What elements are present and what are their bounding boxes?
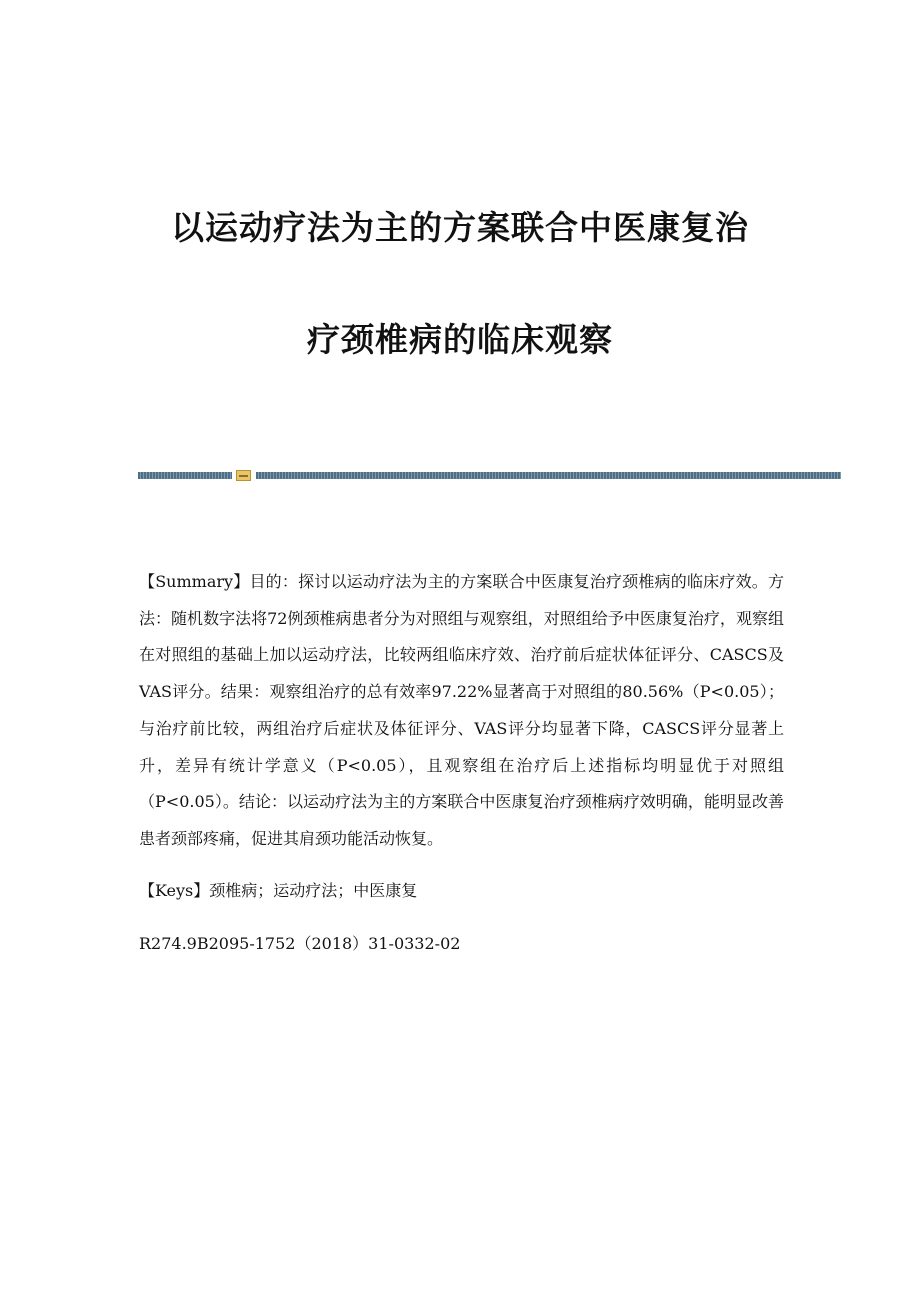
divider-bar-right xyxy=(256,472,841,479)
divider-ornament-icon xyxy=(236,470,251,481)
abstract-section xyxy=(139,564,784,963)
keys-text: 颈椎病；运动疗法；中医康复 xyxy=(209,880,418,900)
keywords-paragraph xyxy=(139,873,784,910)
divider-bar-left xyxy=(138,472,232,479)
classification-code: R274.9B2095-1752（2018）31-0332-02 xyxy=(139,934,461,954)
keys-label: 【Keys】 xyxy=(139,880,210,900)
document-title xyxy=(0,208,920,360)
summary-text: 目的：探讨以运动疗法为主的方案联合中医康复治疗颈椎病的临床疗效。方法：随机数字法将72例颈椎病患者分为对照组与观察组，对照组给予中医康复治疗，观察组在对照组的基础上加以运动疗法，比较两组临床疗效、治疗前后症状体征评分、CASCS及VAS评分。结果：观察组治疗的总有效率97.22%显著高于对照组的80.56%（P<0.05）；与治疗前比较，两组治疗后症状及体征评分、VAS评分均显著下降，CASCS评分显著上升，差异有统计学意义（P<0.05），且观察组在治疗后上述指标均明显优于对照组（P<0.05）。结论：以运动疗法为主的方案联合中医康复治疗颈椎病疗效明确，能明显改善患者颈部疼痛，促进其肩颈功能活动恢复。 xyxy=(139,572,784,848)
title-line-1: 以运动疗法为主的方案联合中医康复治 xyxy=(171,208,749,247)
title-divider xyxy=(138,470,841,480)
title-line-2: 疗颈椎病的临床观察 xyxy=(307,320,613,359)
summary-paragraph xyxy=(139,564,784,858)
summary-label: 【Summary】 xyxy=(139,572,250,591)
